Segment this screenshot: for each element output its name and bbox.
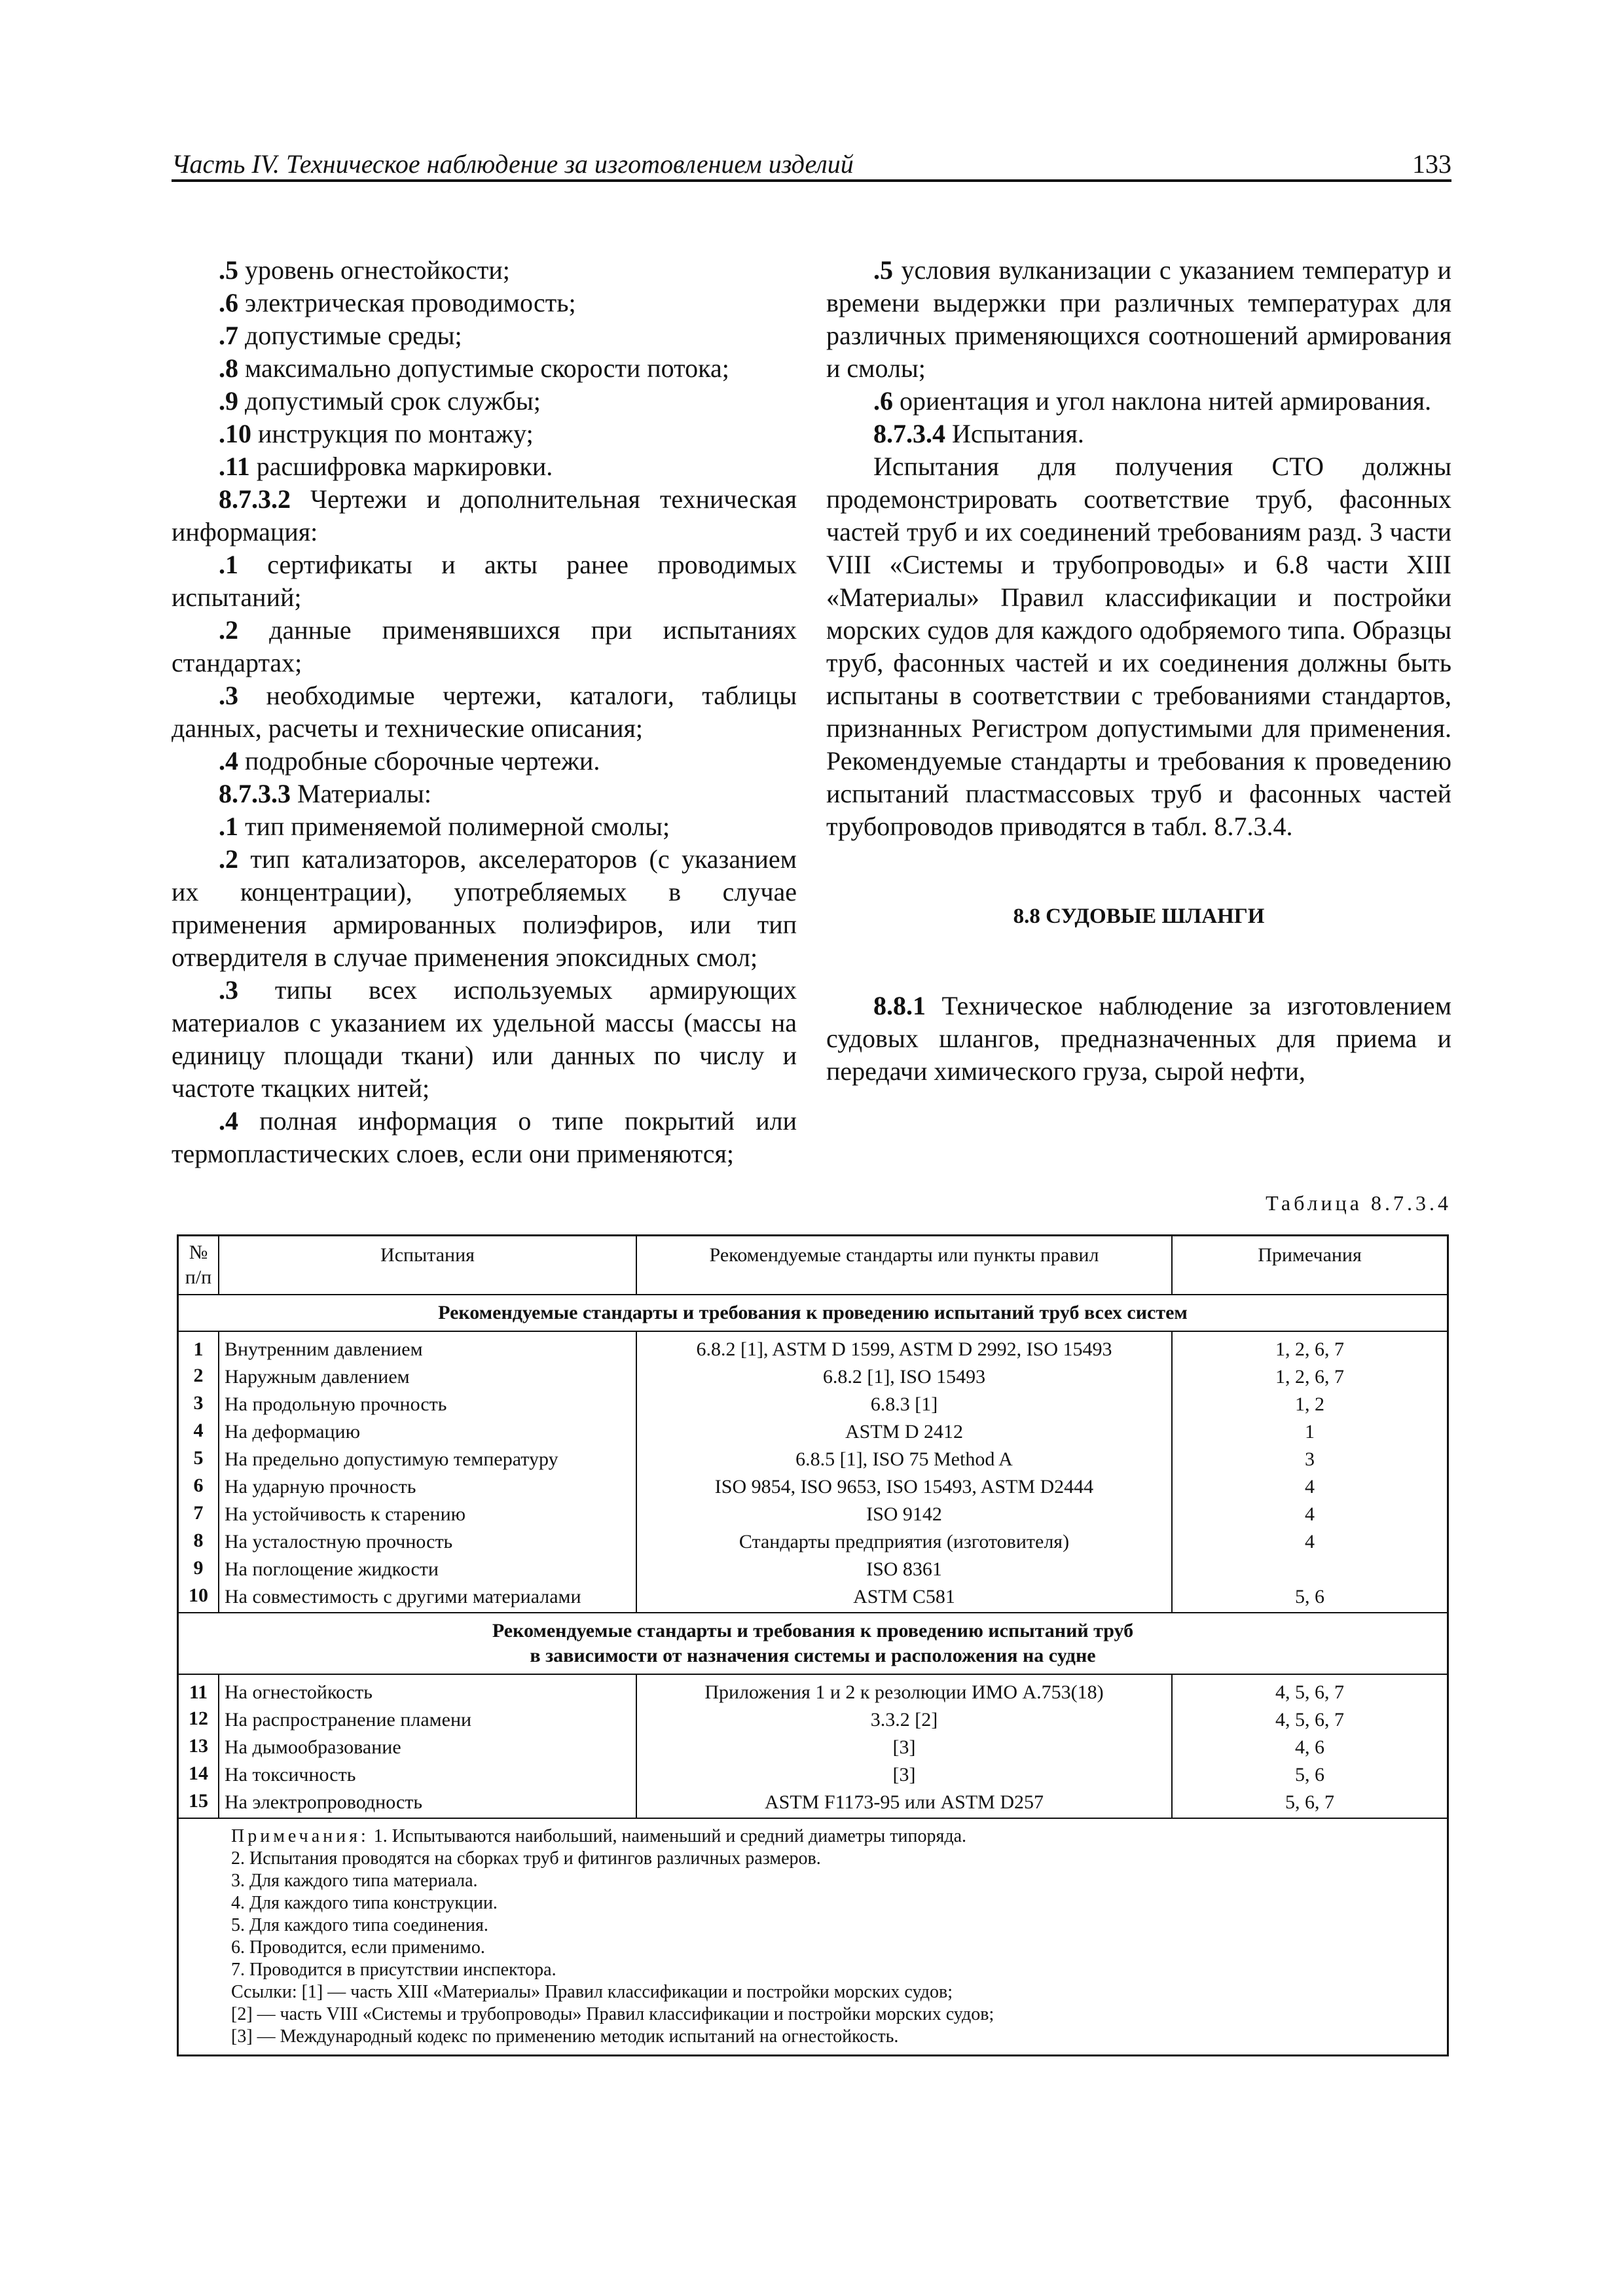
table-row: 13 На дымообразование [3] 4, 6 xyxy=(178,1734,1448,1761)
group-title-row: Рекомендуемые стандарты и требования к проведению испытаний труб всех систем xyxy=(178,1295,1448,1331)
paragraph: .6 ориентация и угол наклона нитей армирования. xyxy=(873,386,1432,416)
subsection-heading: 8.7.3.2 Чертежи и дополнительная техническая информация: xyxy=(172,484,797,547)
paragraph: .5 уровень огнестойкости; xyxy=(219,255,510,285)
note-line: [2] — часть VIII «Системы и трубопроводы» Правил классификации и постройки морских судов; xyxy=(231,2004,994,2024)
notes-label: Примечания: xyxy=(231,1826,369,1846)
table-row: 2 Наружным давлением 6.8.2 [1], ISO 15493 1, 2, 6, 7 xyxy=(178,1363,1448,1391)
paragraph: .11 расшифровка маркировки. xyxy=(219,452,553,481)
note-line: Ссылки: [1] — часть XIII «Материалы» Правил классификации и постройки морских судов; xyxy=(231,1982,953,2002)
note-line: [3] — Международный кодекс по применению методик испытаний на огнестойкость. xyxy=(231,2026,899,2047)
table-row: 8 На усталостную прочность Стандарты предприятия (изготовителя) 4 xyxy=(178,1528,1448,1556)
running-header xyxy=(172,145,1451,182)
table-row: 9 На поглощение жидкости ISO 8361 xyxy=(178,1556,1448,1583)
header-test: Испытания xyxy=(219,1236,636,1295)
header-notes: Примечания xyxy=(1172,1236,1448,1295)
header-standards: Рекомендуемые стандарты или пункты правил xyxy=(636,1236,1172,1295)
paragraph: .9 допустимый срок службы; xyxy=(219,386,541,416)
subsection-heading: 8.7.3.3 Материалы: xyxy=(219,779,431,808)
table-row: 3 На продольную прочность 6.8.3 [1] 1, 2 xyxy=(178,1391,1448,1418)
paragraph: .5 условия вулканизации с указанием температур и времени выдержки при различных температурах для различных применяющихся соотношений армирования и смолы; xyxy=(826,255,1451,383)
page-number: 133 xyxy=(1412,149,1451,179)
paragraph: .2 данные применявшихся при испытаниях стандартах; xyxy=(172,615,797,677)
table-row: 14 На токсичность [3] 5, 6 xyxy=(178,1761,1448,1789)
paragraph: .7 допустимые среды; xyxy=(219,321,462,350)
right-column xyxy=(826,254,1451,1088)
paragraph: .4 полная информация о типе покрытий или термопластических слоев, если они применяются; xyxy=(172,1106,797,1168)
paragraph: .6 электрическая проводимость; xyxy=(219,288,576,317)
table-header-row xyxy=(178,1236,1448,1295)
header-num: № п/п xyxy=(178,1236,219,1295)
table-row: 15 На электропроводность ASTM F1173-95 или ASTM D257 5, 6, 7 xyxy=(178,1789,1448,1818)
paragraph: .2 тип катализаторов, акселераторов (с указанием их концентрации), употребляемых в случае применения армированных полиэфиров, или тип отвердителя в случае применения эпоксидных смол; xyxy=(172,844,797,972)
table-row: 6 На ударную прочность ISO 9854, ISO 9653, ISO 15493, ASTM D2444 4 xyxy=(178,1473,1448,1501)
table-row: 4 На деформацию ASTM D 2412 1 xyxy=(178,1418,1448,1446)
table-row: 11 На огнестойкость Приложения 1 и 2 к резолюции ИМО А.753(18) 4, 5, 6, 7 xyxy=(178,1674,1448,1706)
table-row: 7 На устойчивость к старению ISO 9142 4 xyxy=(178,1501,1448,1528)
table-notes: Примечания: 1. Испытываются наибольший, наименьший и средний диаметры типоряда. 2. Испытания проводятся на сборках труб и фитингов различных размеров. 3. Для каждого типа материала. 4. Для каждого типа конструкции. 5. Для каждого типа соединения. 6. Проводится, если применимо. 7. Проводится в присутствии инспектора. Ссылки: [1] — часть XIII «Материалы» Правил классификации и постройки морских судов; [2] — часть VIII «Системы и трубопроводы» Правил классификации и постройки морских судов; [3] — Международный кодекс по применению методик испытаний на огнестойкость. xyxy=(178,1818,1448,2056)
section-title: 8.8 СУДОВЫЕ ШЛАНГИ xyxy=(1013,905,1265,928)
group-title-row: Рекомендуемые стандарты и требования к проведению испытаний труб в зависимости от назначения системы и расположения на судне xyxy=(178,1613,1448,1674)
note-line: 4. Для каждого типа конструкции. xyxy=(231,1893,498,1913)
note-line: 5. Для каждого типа соединения. xyxy=(231,1915,488,1935)
table-row: 12 На распространение пламени 3.3.2 [2] 4, 5, 6, 7 xyxy=(178,1706,1448,1734)
paragraph: 8.8.1 Техническое наблюдение за изготовлением судовых шлангов, предназначенных для приема и передачи химического груза, сырой нефти, xyxy=(826,991,1451,1086)
tests-table xyxy=(177,1234,1449,2056)
note-line: 2. Испытания проводятся на сборках труб и фитингов различных размеров. xyxy=(231,1848,821,1869)
table-caption: Таблица 8.7.3.4 xyxy=(1266,1191,1451,1215)
paragraph: .8 максимально допустимые скорости потока; xyxy=(219,353,729,383)
paragraph: Испытания для получения СТО должны продемонстрировать соответствие труб, фасонных частей труб и их соединений требованиям разд. 3 части VIII «Системы и трубопроводы» и 6.8 части XIII «Материалы» Правил классификации и постройки морских судов для каждого одобряемого типа. Образцы труб, фасонных частей и их соединения должны быть испытаны в соответствии с требованиями стандартов, признанных Регистром допустимыми для применения. Рекомендуемые стандарты и требования к проведению испытаний пластмассовых труб и фасонных частей трубопроводов приводятся в табл. 8.7.3.4. xyxy=(826,452,1451,841)
paragraph: .3 типы всех используемых армирующих материалов с указанием их удельной массы (массы на единицу площади ткани) или данных по числу и частоте ткацких нитей; xyxy=(172,975,797,1103)
paragraph: .4 подробные сборочные чертежи. xyxy=(219,746,600,776)
left-column xyxy=(172,254,797,1170)
note-line: 6. Проводится, если применимо. xyxy=(231,1937,485,1958)
subsection-heading: 8.7.3.4 Испытания. xyxy=(873,419,1084,448)
paragraph: .3 необходимые чертежи, каталоги, таблицы данных, расчеты и технические описания; xyxy=(172,681,797,743)
paragraph: .10 инструкция по монтажу; xyxy=(219,419,534,448)
header-title: Часть IV. Техническое наблюдение за изготовлением изделий xyxy=(172,149,854,179)
table-row: 1 Внутренним давлением 6.8.2 [1], ASTM D 1599, ASTM D 2992, ISO 15493 1, 2, 6, 7 xyxy=(178,1331,1448,1363)
table-row: 10 На совместимость с другими материалами ASTM C581 5, 6 xyxy=(178,1583,1448,1613)
paragraph: .1 сертификаты и акты ранее проводимых испытаний; xyxy=(172,550,797,612)
table-row: 5 На предельно допустимую температуру 6.8.5 [1], ISO 75 Method A 3 xyxy=(178,1446,1448,1473)
paragraph: .1 тип применяемой полимерной смолы; xyxy=(219,812,670,841)
note-line: 7. Проводится в присутствии инспектора. xyxy=(231,1960,556,1980)
table-notes-row xyxy=(178,1818,1448,2056)
note-line: 3. Для каждого типа материала. xyxy=(231,1871,478,1891)
